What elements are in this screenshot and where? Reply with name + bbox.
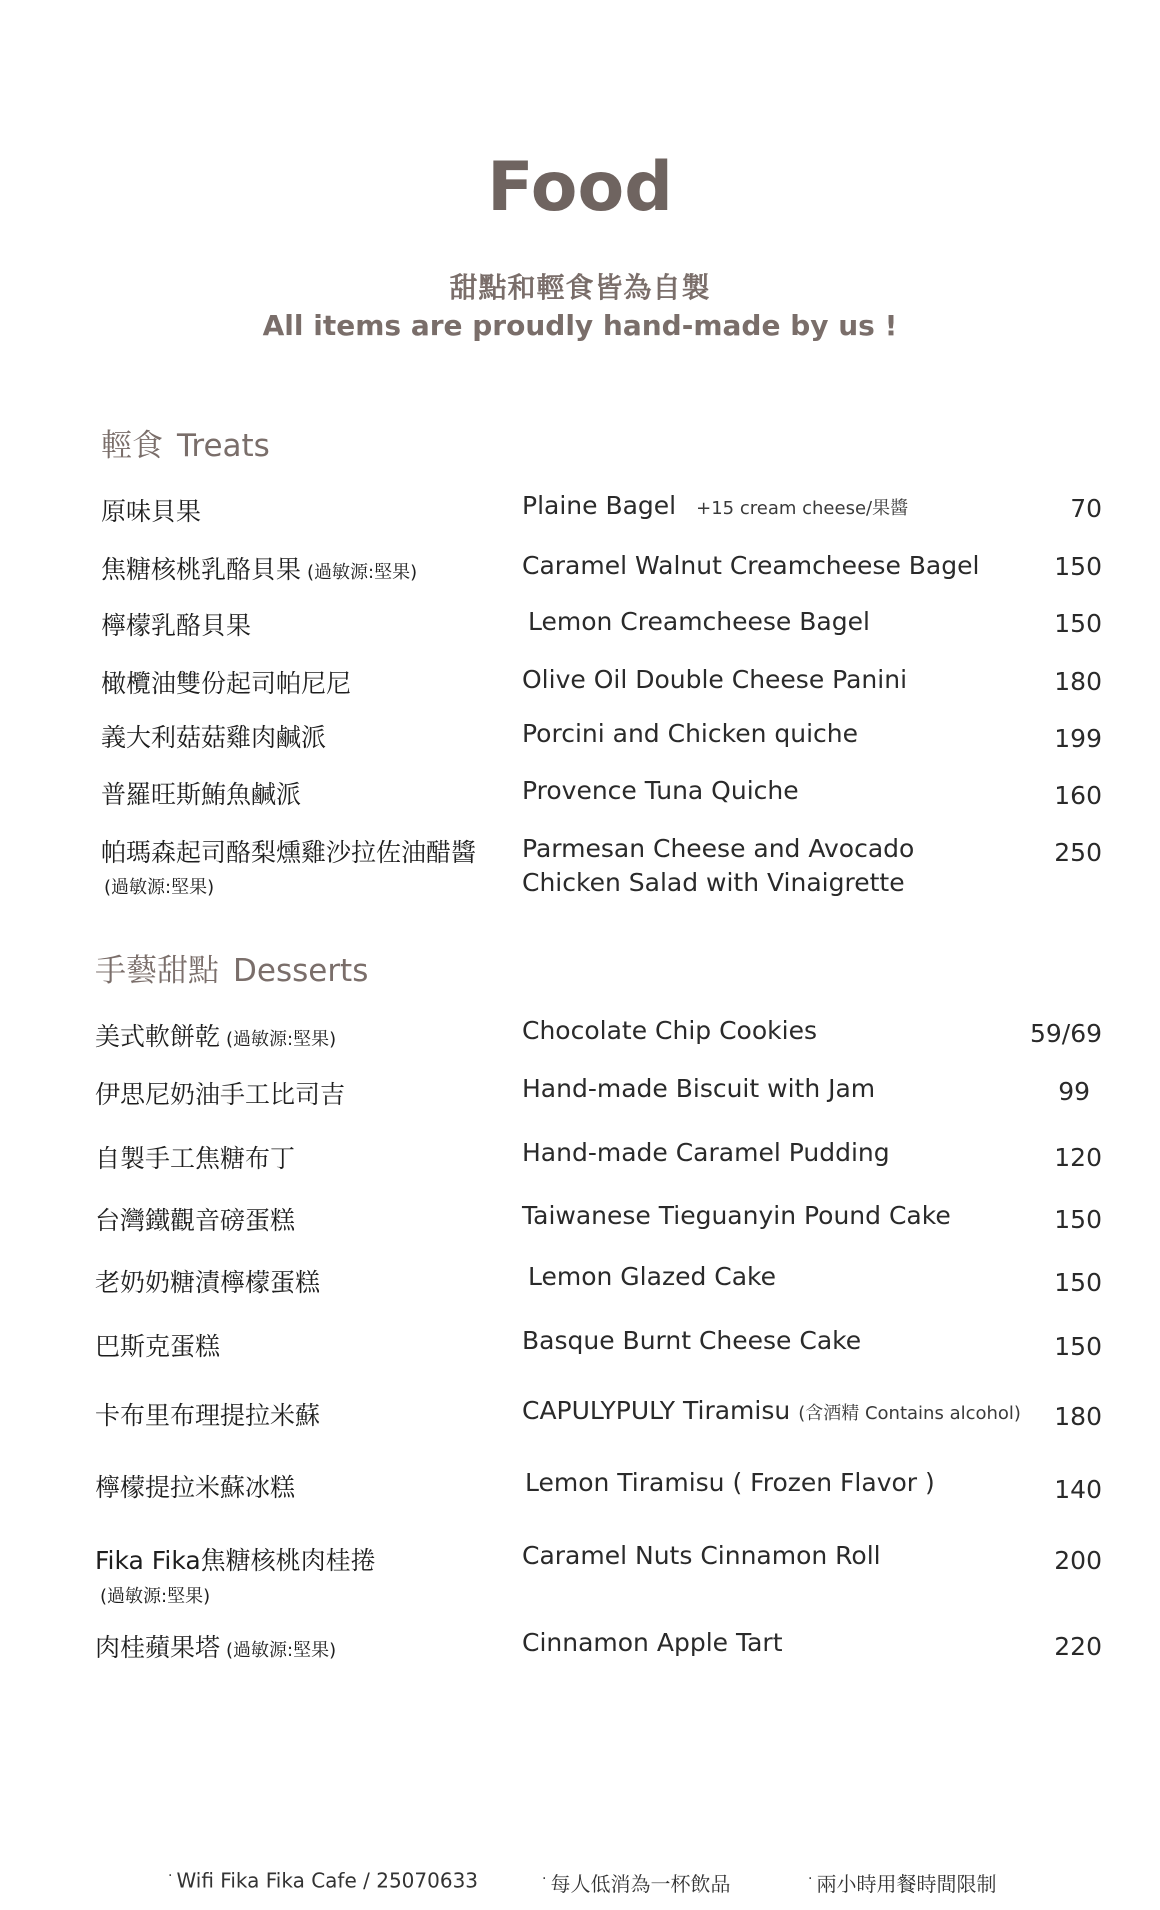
item-name-zh: 原味貝果: [101, 497, 202, 526]
item-name-zh: [95, 1017, 336, 1053]
item-price: 250: [1054, 838, 1102, 867]
item-name-en: Lemon Tiramisu ( Frozen Flavor ): [525, 1468, 935, 1497]
item-name-zh: 台灣鐵觀音磅蛋糕: [95, 1206, 296, 1235]
item-name-zh: 伊思尼奶油手工比司吉: [95, 1080, 346, 1109]
item-price: 150: [1054, 1332, 1102, 1361]
item-note: (含酒精 Contains alcohol): [798, 1403, 1021, 1424]
item-name-en: Basque Burnt Cheese Cake: [522, 1326, 862, 1355]
item-name-zh: 卡布里布理提拉米蘇: [95, 1401, 321, 1430]
item-price: 150: [1054, 1268, 1102, 1297]
item-name-en: Olive Oil Double Cheese Panini: [522, 665, 908, 694]
item-name-en: Chocolate Chip Cookies: [522, 1016, 817, 1045]
item-price: 99: [1058, 1077, 1090, 1106]
section-heading-en: Desserts: [233, 953, 369, 989]
item-name-en: Taiwanese Tieguanyin Pound Cake: [522, 1201, 951, 1230]
allergen-note: (過敏源:堅果): [307, 562, 418, 583]
item-price: 140: [1054, 1475, 1102, 1504]
item-name-en: Caramel Nuts Cinnamon Roll: [522, 1541, 881, 1570]
subtitle-zh: 甜點和輕食皆為自製: [449, 271, 711, 304]
item-price: 220: [1054, 1632, 1102, 1661]
section-heading-treats: [101, 420, 270, 465]
bullet-dot: ·: [808, 1871, 813, 1888]
item-price: 160: [1054, 781, 1102, 810]
item-note: +15 cream cheese/果醬: [696, 498, 909, 519]
item-name-zh: 橄欖油雙份起司帕尼尼: [101, 669, 352, 698]
allergen-note: (過敏源:堅果): [226, 1029, 337, 1050]
item-price: 70: [1070, 494, 1102, 523]
subtitle-en: All items are proudly hand-made by us !: [262, 309, 898, 342]
section-heading-zh: 輕食: [101, 428, 163, 464]
item-price: 180: [1054, 1402, 1102, 1431]
footer-wifi-text: Wifi Fika Fika Cafe / 25070633: [176, 1868, 479, 1893]
section-heading-desserts: [95, 945, 368, 990]
footer-minimum-text: 每人低消為一杯飲品: [550, 1872, 731, 1896]
footer-wifi: [168, 1868, 478, 1893]
item-name-en: Porcini and Chicken quiche: [522, 719, 858, 748]
bullet-dot: ·: [168, 1868, 173, 1884]
item-name-en: Lemon Creamcheese Bagel: [528, 607, 870, 636]
item-name-en: Hand-made Caramel Pudding: [522, 1138, 890, 1167]
item-name-en: Hand-made Biscuit with Jam: [522, 1074, 876, 1103]
item-name-zh: Fika Fika焦糖核桃肉桂捲: [95, 1546, 376, 1575]
item-name-zh: 檸檬乳酪貝果: [101, 611, 252, 640]
item-price: 120: [1054, 1143, 1102, 1172]
allergen-note: (過敏源:堅果): [226, 1640, 337, 1661]
section-heading-en: Treats: [177, 428, 270, 464]
item-name-en-line2: Chicken Salad with Vinaigrette: [522, 868, 905, 897]
item-price: 59/69: [1029, 1019, 1102, 1048]
item-price: 199: [1054, 724, 1102, 753]
item-name-zh: 檸檬提拉米蘇冰糕: [95, 1473, 296, 1502]
item-price: 150: [1054, 609, 1102, 638]
item-name-en: Provence Tuna Quiche: [522, 776, 799, 805]
item-name-zh: [95, 1628, 336, 1664]
item-price: 200: [1054, 1546, 1102, 1575]
item-price: 180: [1054, 667, 1102, 696]
item-name-zh: 自製手工焦糖布丁: [95, 1144, 296, 1173]
item-name-en: Cinnamon Apple Tart: [522, 1628, 783, 1657]
allergen-note: (過敏源:堅果): [100, 1586, 211, 1607]
item-name-zh-text: 焦糖核桃乳酪貝果: [101, 555, 302, 584]
section-heading-zh: 手藝甜點: [95, 953, 219, 989]
item-name-zh: 義大利菇菇雞肉鹹派: [101, 723, 327, 752]
item-name-zh: 帕瑪森起司酪梨燻雞沙拉佐油醋醬: [101, 838, 477, 867]
footer-minimum: [542, 1868, 730, 1897]
item-name-zh: 老奶奶糖漬檸檬蛋糕: [95, 1268, 321, 1297]
footer-time-limit: [808, 1868, 996, 1897]
item-name-zh: 巴斯克蛋糕: [95, 1332, 221, 1361]
item-name-en-text: Plaine Bagel: [522, 491, 677, 520]
allergen-note: (過敏源:堅果): [104, 877, 215, 898]
item-price: 150: [1054, 1205, 1102, 1234]
item-name-en: [522, 489, 908, 526]
item-name-en: Caramel Walnut Creamcheese Bagel: [522, 551, 980, 580]
bullet-dot: ·: [542, 1871, 547, 1888]
item-name-en-text: CAPULYPULY Tiramisu: [522, 1396, 791, 1425]
item-name-zh-text: 美式軟餅乾: [95, 1022, 221, 1051]
page-title: Food: [487, 148, 673, 227]
item-name-en: Parmesan Cheese and Avocado: [522, 834, 915, 863]
item-name-en: Lemon Glazed Cake: [528, 1262, 777, 1291]
item-name-zh: 普羅旺斯鮪魚鹹派: [101, 780, 302, 809]
item-price: 150: [1054, 552, 1102, 581]
item-name-zh-text: 肉桂蘋果塔: [95, 1633, 221, 1662]
item-name-en: [522, 1394, 1021, 1431]
item-name-zh: [101, 550, 417, 586]
footer-time-limit-text: 兩小時用餐時間限制: [816, 1872, 997, 1896]
